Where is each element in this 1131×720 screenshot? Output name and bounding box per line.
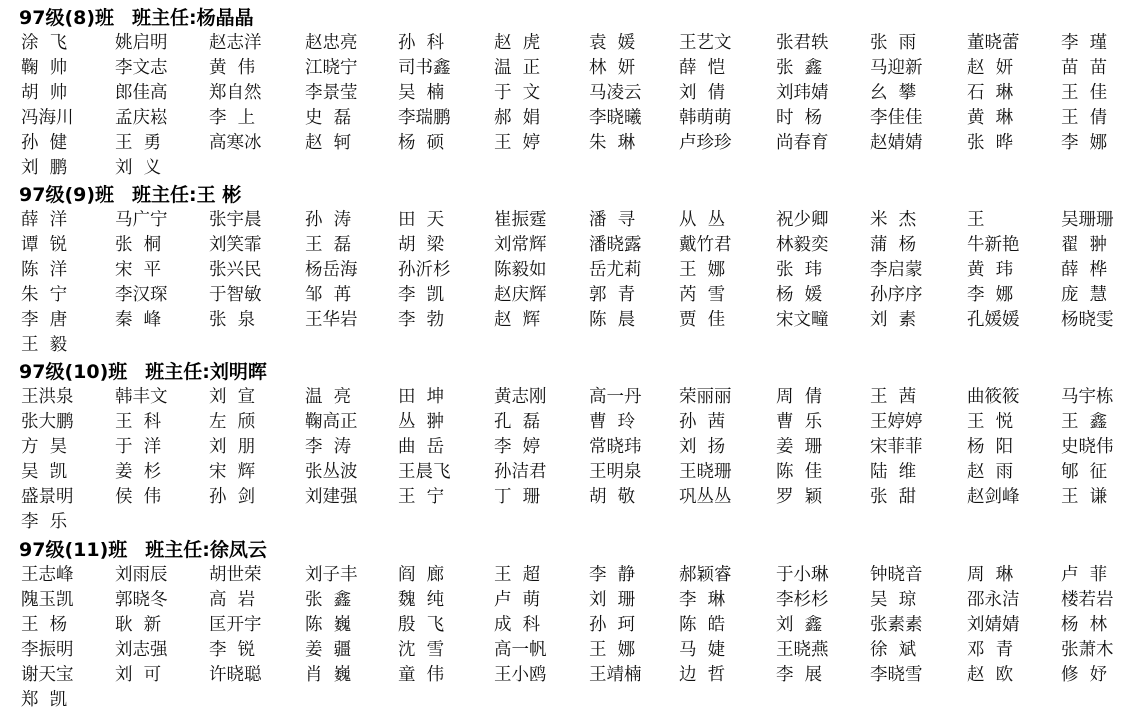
class-label: 97级(9)班 [19,184,115,206]
student-name: 马广宁 [115,210,168,230]
student-name: 姚启明 [115,33,168,53]
student-name: 林 妍 [589,58,636,78]
student-name: 刘雨辰 [115,565,168,585]
student-name: 刘玮婧 [776,83,829,103]
student-name: 李瑞鹏 [398,108,451,128]
student-name: 王晓燕 [776,640,829,660]
student-row [0,563,1131,588]
student-name: 宋菲菲 [870,437,923,457]
student-name: 王 宁 [398,487,445,507]
student-row [0,56,1131,81]
student-name: 王 佳 [1061,83,1108,103]
student-name: 崔振霆 [494,210,547,230]
student-row [0,31,1131,56]
student-name: 袁 媛 [589,33,636,53]
student-name: 陆 维 [870,462,917,482]
student-name: 李振明 [21,640,74,660]
student-name: 张君轶 [776,33,829,53]
student-name: 刘建强 [305,487,358,507]
student-name: 张大鹏 [21,412,74,432]
student-name: 郑 凯 [21,690,68,710]
student-name: 幺 攀 [870,83,917,103]
student-name: 李 娜 [967,285,1014,305]
student-row [0,131,1131,156]
student-name: 刘 珊 [589,590,636,610]
student-name: 田 天 [398,210,445,230]
student-name: 邓 青 [967,640,1014,660]
student-name: 王 科 [115,412,162,432]
student-name: 殷 飞 [398,615,445,635]
student-name: 潘晓露 [589,235,642,255]
student-name: 王 悦 [967,412,1014,432]
student-row [0,156,1131,181]
student-name: 王 娜 [679,260,726,280]
student-name: 李 上 [209,108,256,128]
student-name: 李 瑾 [1061,33,1108,53]
student-name: 孟庆崧 [115,108,168,128]
student-name: 王 谦 [1061,487,1108,507]
student-name: 司书鑫 [398,58,451,78]
student-row [0,510,1131,535]
student-name: 王洪泉 [21,387,74,407]
student-name: 温 正 [494,58,541,78]
student-name: 王华岩 [305,310,358,330]
student-row [0,688,1131,713]
student-name: 杨岳海 [305,260,358,280]
student-name: 于小琳 [776,565,829,585]
student-name: 赵 雨 [967,462,1014,482]
student-name: 王 勇 [115,133,162,153]
student-name: 郑自然 [209,83,262,103]
student-name: 张 鑫 [776,58,823,78]
student-row [0,333,1131,358]
student-name: 王晨飞 [398,462,451,482]
student-name: 王明泉 [589,462,642,482]
student-name: 李佳佳 [870,108,923,128]
student-name: 刘婧婧 [967,615,1020,635]
student-name: 张兴民 [209,260,262,280]
student-name: 张 泉 [209,310,256,330]
student-name: 杨 硕 [398,133,445,153]
student-name: 沈 雪 [398,640,445,660]
student-name: 郇 征 [1061,462,1108,482]
student-name: 赵 辉 [494,310,541,330]
student-row [0,385,1131,410]
student-name: 马宇栋 [1061,387,1114,407]
student-name: 胡世荣 [209,565,262,585]
student-name: 郝颖睿 [679,565,732,585]
student-name: 赵忠亮 [305,33,358,53]
student-row [0,233,1131,258]
student-name: 成 科 [494,615,541,635]
head-teacher-label: 班主任:刘明晖 [145,361,267,383]
student-name: 刘 可 [115,665,162,685]
student-name: 李 展 [776,665,823,685]
student-name: 刘 鑫 [776,615,823,635]
student-name: 刘笑霏 [209,235,262,255]
student-name: 曹 玲 [589,412,636,432]
student-name: 李景莹 [305,83,358,103]
student-name: 姜 杉 [115,462,162,482]
student-name: 卢珍珍 [679,133,732,153]
student-name: 张 玮 [776,260,823,280]
student-name: 楼若岩 [1061,590,1114,610]
student-name: 韩萌萌 [679,108,732,128]
student-name: 黄 伟 [209,58,256,78]
student-name: 魏 纯 [398,590,445,610]
student-name: 温 亮 [305,387,352,407]
student-name: 庞 慧 [1061,285,1108,305]
student-row [0,258,1131,283]
student-name: 徐 斌 [870,640,917,660]
student-row [0,410,1131,435]
student-name: 赵 轲 [305,133,352,153]
student-name: 王 娜 [589,640,636,660]
student-name: 吴珊珊 [1061,210,1114,230]
student-name: 戴竹君 [679,235,732,255]
student-name: 孙 健 [21,133,68,153]
class-section-header [19,360,267,384]
student-name: 鞠高正 [305,412,358,432]
student-name: 苗 苗 [1061,58,1108,78]
student-name: 刘 朋 [209,437,256,457]
student-name: 史 磊 [305,108,352,128]
student-name: 王 磊 [305,235,352,255]
student-name: 耿 新 [115,615,162,635]
student-name: 岳尤莉 [589,260,642,280]
student-name: 侯 伟 [115,487,162,507]
student-name: 孔 磊 [494,412,541,432]
student-name: 许晓聪 [209,665,262,685]
student-name: 宋 平 [115,260,162,280]
student-name: 姜 疆 [305,640,352,660]
student-name: 李汉琛 [115,285,168,305]
student-name: 王 倩 [1061,108,1108,128]
student-name: 杨 阳 [967,437,1014,457]
head-teacher-label: 班主任:杨晶晶 [132,7,254,29]
student-name: 李 勃 [398,310,445,330]
student-name: 陈 晨 [589,310,636,330]
student-name: 陈 皓 [679,615,726,635]
student-name: 于 文 [494,83,541,103]
student-name: 陈 洋 [21,260,68,280]
student-name: 胡 帅 [21,83,68,103]
student-name: 赵 欧 [967,665,1014,685]
student-name: 郝 娟 [494,108,541,128]
student-name: 胡 梁 [398,235,445,255]
student-name: 邵永洁 [967,590,1020,610]
student-name: 王艺文 [679,33,732,53]
student-row [0,81,1131,106]
student-name: 郎佳高 [115,83,168,103]
student-name: 赵 虎 [494,33,541,53]
student-name: 黄 琳 [967,108,1014,128]
student-name: 涂 飞 [21,33,68,53]
student-name: 赵庆辉 [494,285,547,305]
student-name: 张 鑫 [305,590,352,610]
student-row [0,208,1131,233]
head-teacher-label: 班主任:王 彬 [132,184,242,206]
student-name: 贾 佳 [679,310,726,330]
student-name: 芮 雪 [679,285,726,305]
student-name: 于 洋 [115,437,162,457]
student-name: 孙洁君 [494,462,547,482]
student-name: 薛 桦 [1061,260,1108,280]
student-name: 马迎新 [870,58,923,78]
student-name: 赵婧婧 [870,133,923,153]
student-name: 尚春育 [776,133,829,153]
student-name: 吴 凯 [21,462,68,482]
student-name: 方 昊 [21,437,68,457]
student-name: 秦 峰 [115,310,162,330]
student-name: 马凌云 [589,83,642,103]
student-name: 吴 楠 [398,83,445,103]
student-name: 翟 翀 [1061,235,1108,255]
student-name: 米 杰 [870,210,917,230]
student-name: 张萧木 [1061,640,1114,660]
student-row [0,638,1131,663]
student-name: 史晓伟 [1061,437,1114,457]
student-row [0,460,1131,485]
student-name: 隗玉凯 [21,590,74,610]
student-name: 刘 宣 [209,387,256,407]
student-name: 刘志强 [115,640,168,660]
student-name: 李 娜 [1061,133,1108,153]
student-name: 王 鑫 [1061,412,1108,432]
student-name: 王靖楠 [589,665,642,685]
student-name: 修 妤 [1061,665,1108,685]
student-name: 周 琳 [967,565,1014,585]
class-section-header [19,538,267,562]
student-name: 李启蒙 [870,260,923,280]
student-name: 时 杨 [776,108,823,128]
student-name: 李 婷 [494,437,541,457]
student-row [0,613,1131,638]
student-name: 蒲 杨 [870,235,917,255]
class-section-header [19,6,254,30]
student-name: 肖 巍 [305,665,352,685]
student-name: 童 伟 [398,665,445,685]
student-name: 谭 锐 [21,235,68,255]
student-name: 刘 倩 [679,83,726,103]
student-name: 左 颀 [209,412,256,432]
student-name: 常晓玮 [589,437,642,457]
student-name: 张 甜 [870,487,917,507]
student-name: 丛 翀 [398,412,445,432]
student-name: 赵剑峰 [967,487,1020,507]
student-name: 丁 珊 [494,487,541,507]
student-name: 李 乐 [21,512,68,532]
student-name: 李 静 [589,565,636,585]
student-name: 高 岩 [209,590,256,610]
student-name: 杨 林 [1061,615,1108,635]
student-name: 王 茜 [870,387,917,407]
student-name: 李文志 [115,58,168,78]
student-name: 孙 茜 [679,412,726,432]
student-name: 高一丹 [589,387,642,407]
student-name: 李 琳 [679,590,726,610]
student-name: 张 晔 [967,133,1014,153]
student-name: 王 婷 [494,133,541,153]
student-name: 荣丽丽 [679,387,732,407]
student-name: 黄志刚 [494,387,547,407]
student-name: 黄 玮 [967,260,1014,280]
student-name: 刘 义 [115,158,162,178]
student-name: 祝少卿 [776,210,829,230]
student-row [0,283,1131,308]
student-name: 李 涛 [305,437,352,457]
class-label: 97级(8)班 [19,7,115,29]
student-name: 石 琳 [967,83,1014,103]
student-name: 孔媛媛 [967,310,1020,330]
student-name: 张 雨 [870,33,917,53]
class-section-header [19,183,241,207]
student-name: 王小鸥 [494,665,547,685]
head-teacher-label: 班主任:徐凤云 [145,539,267,561]
student-name: 李 唐 [21,310,68,330]
student-name: 宋 辉 [209,462,256,482]
student-name: 李晓曦 [589,108,642,128]
class-label: 97级(11)班 [19,539,128,561]
student-name: 张宇晨 [209,210,262,230]
student-name: 王 超 [494,565,541,585]
student-name: 田 坤 [398,387,445,407]
student-name: 巩丛丛 [679,487,732,507]
student-name: 薛 洋 [21,210,68,230]
student-name: 高寒冰 [209,133,262,153]
student-name: 杨晓雯 [1061,310,1114,330]
student-name: 高一帆 [494,640,547,660]
student-name: 林毅奕 [776,235,829,255]
student-name: 赵 妍 [967,58,1014,78]
student-name: 吴 琼 [870,590,917,610]
student-row [0,588,1131,613]
student-name: 盛景明 [21,487,74,507]
student-name: 郭晓冬 [115,590,168,610]
student-name: 李晓雪 [870,665,923,685]
student-name: 王 杨 [21,615,68,635]
student-name: 陈 巍 [305,615,352,635]
student-name: 牛新艳 [967,235,1020,255]
student-row [0,106,1131,131]
student-name: 卢 萌 [494,590,541,610]
student-name: 陈毅如 [494,260,547,280]
student-name: 马 婕 [679,640,726,660]
student-name: 赵志洋 [209,33,262,53]
student-name: 胡 敬 [589,487,636,507]
student-name: 王晓珊 [679,462,732,482]
student-name: 王婷婷 [870,412,923,432]
student-name: 李 凯 [398,285,445,305]
student-name: 孙沂杉 [398,260,451,280]
student-name: 罗 颖 [776,487,823,507]
student-name: 谢天宝 [21,665,74,685]
student-name: 姜 珊 [776,437,823,457]
student-name: 张 桐 [115,235,162,255]
student-name: 刘 素 [870,310,917,330]
student-name: 阎 廊 [398,565,445,585]
student-name: 孙 涛 [305,210,352,230]
student-name: 曹 乐 [776,412,823,432]
student-name: 朱 琳 [589,133,636,153]
student-name: 钟晓音 [870,565,923,585]
student-name: 鞠 帅 [21,58,68,78]
student-name: 李杉杉 [776,590,829,610]
student-name: 孙 珂 [589,615,636,635]
student-name: 于智敏 [209,285,262,305]
student-name: 刘 扬 [679,437,726,457]
student-name: 冯海川 [21,108,74,128]
student-name: 邹 苒 [305,285,352,305]
student-name: 周 倩 [776,387,823,407]
student-name: 边 哲 [679,665,726,685]
student-name: 匡开宇 [209,615,262,635]
student-name: 王志峰 [21,565,74,585]
student-name: 韩丰文 [115,387,168,407]
student-name: 孙 剑 [209,487,256,507]
student-name: 李 锐 [209,640,256,660]
student-row [0,663,1131,688]
student-name: 薛 恺 [679,58,726,78]
student-name: 从 丛 [679,210,726,230]
student-row [0,485,1131,510]
student-name: 董晓蕾 [967,33,1020,53]
class-label: 97级(10)班 [19,361,128,383]
student-name: 刘 鹏 [21,158,68,178]
student-name: 曲筱筱 [967,387,1020,407]
student-name: 孙序序 [870,285,923,305]
student-name: 江晓宁 [305,58,358,78]
student-name: 刘子丰 [305,565,358,585]
student-name: 潘 寻 [589,210,636,230]
student-name: 宋文疃 [776,310,829,330]
student-name: 刘常辉 [494,235,547,255]
student-row [0,435,1131,460]
student-name: 卢 菲 [1061,565,1108,585]
student-name: 陈 佳 [776,462,823,482]
student-name: 王 [967,210,985,230]
student-name: 郭 青 [589,285,636,305]
student-name: 朱 宁 [21,285,68,305]
student-name: 王 毅 [21,335,68,355]
student-row [0,308,1131,333]
student-name: 曲 岳 [398,437,445,457]
student-name: 杨 媛 [776,285,823,305]
student-name: 孙 科 [398,33,445,53]
student-name: 张素素 [870,615,923,635]
student-name: 张丛波 [305,462,358,482]
